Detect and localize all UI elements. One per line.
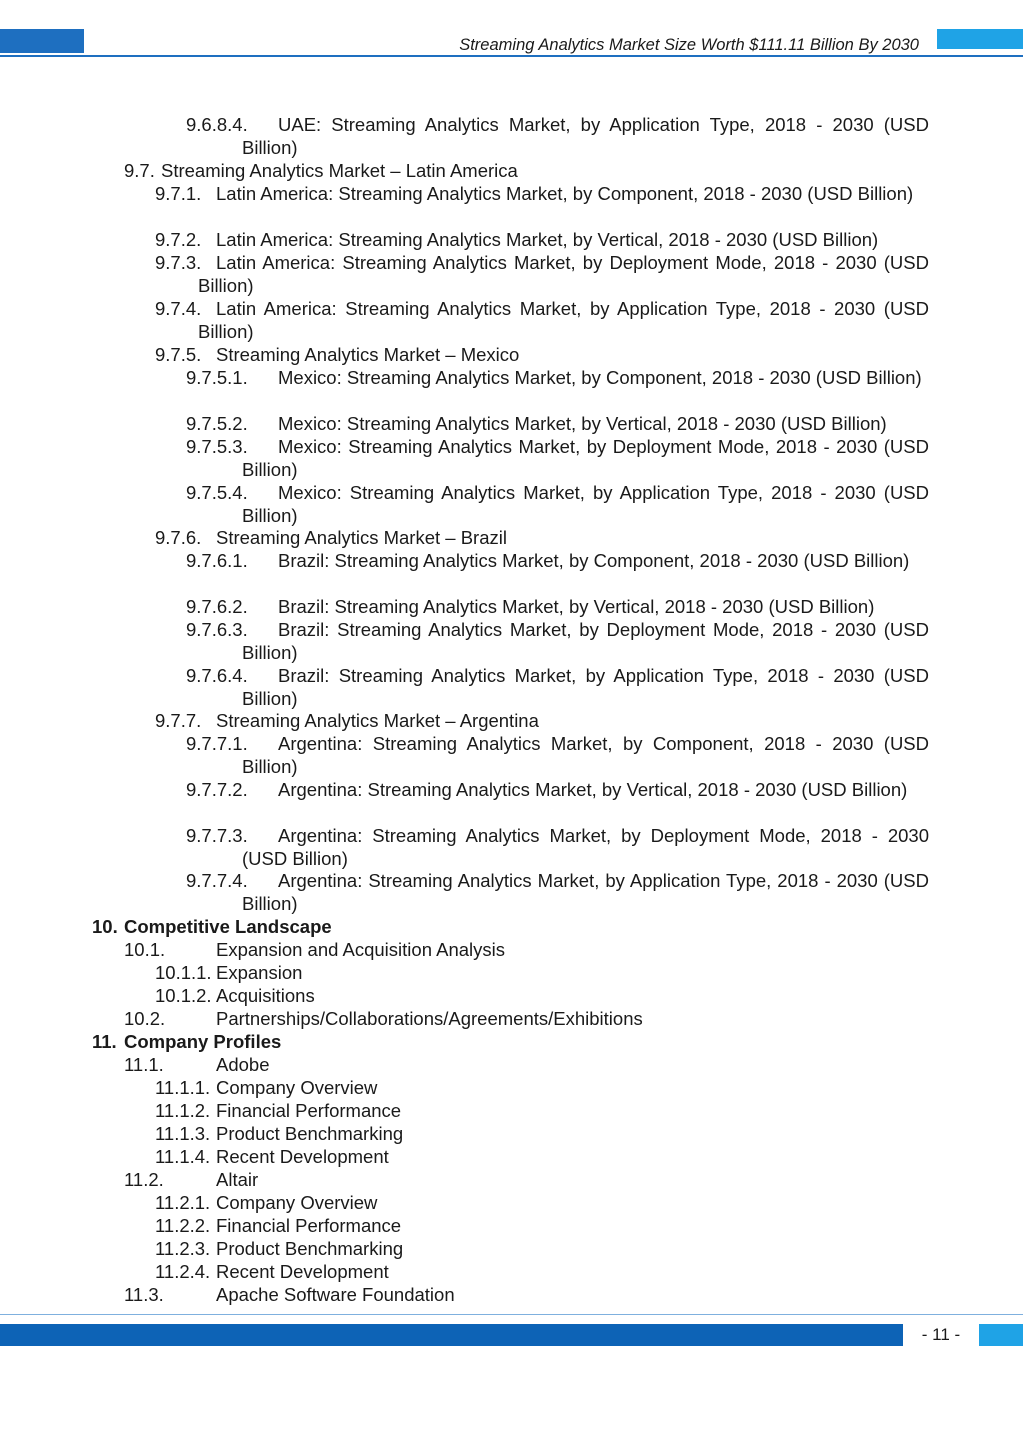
toc-entry xyxy=(124,1007,929,1030)
toc-entry-title: Mexico: Streaming Analytics Market, by Vertical, 2018 - 2030 (USD Billion) xyxy=(278,413,887,434)
toc-entry-number: 9.7.7.3. xyxy=(186,825,248,846)
toc-entry xyxy=(155,228,929,251)
toc-entry-title: Altair xyxy=(216,1169,259,1190)
toc-entry xyxy=(186,549,929,572)
toc-entry-title: Latin America: Streaming Analytics Market, by Vertical, 2018 - 2030 (USD Billion) xyxy=(216,229,879,250)
toc-entry-number: 9.7.6.4. xyxy=(186,665,248,686)
toc-entry-number: 9.7.2. xyxy=(155,229,202,250)
toc-entry-number: 9.7.5.4. xyxy=(186,482,248,503)
toc-entry xyxy=(155,526,929,549)
toc-entry-title: Brazil: Streaming Analytics Market, by Vertical, 2018 - 2030 (USD Billion) xyxy=(278,596,875,617)
toc-entry-number: 11.2.3. xyxy=(155,1238,211,1259)
toc-entry xyxy=(186,435,929,481)
toc-entry-number: 10.1. xyxy=(124,939,166,960)
toc-entry xyxy=(186,366,929,389)
toc-entry-number: 9.7.1. xyxy=(155,183,202,204)
page-number: - 11 - xyxy=(921,1325,961,1344)
toc-entry-number: 10.1.1. xyxy=(155,962,212,983)
header-rule xyxy=(0,55,1023,57)
toc-entry-number: 9.6.8.4. xyxy=(186,114,248,135)
toc-entry xyxy=(124,1168,929,1191)
running-header-title: Streaming Analytics Market Size Worth $111.11 Billion By 2030 xyxy=(459,36,919,54)
toc-entry-title: Expansion xyxy=(216,962,303,983)
toc-entry-number: 9.7.5.3. xyxy=(186,436,248,457)
toc-entry-number: 11.1.3. xyxy=(155,1123,211,1144)
toc-entry xyxy=(155,709,929,732)
toc-entry xyxy=(186,412,929,435)
toc-entry xyxy=(186,481,929,527)
toc-entry-title: Competitive Landscape xyxy=(124,916,332,937)
toc-entry-number: 9.7.7.2. xyxy=(186,779,248,800)
toc-entry xyxy=(124,159,929,182)
toc-entry-title: Product Benchmarking xyxy=(216,1123,404,1144)
toc-entry xyxy=(155,984,929,1007)
toc-entry xyxy=(155,251,929,297)
toc-entry-title: Brazil: Streaming Analytics Market, by Application Type, 2018 - 2030 (USD Billion) xyxy=(242,665,929,709)
toc-entry-title: Streaming Analytics Market – Mexico xyxy=(216,344,520,365)
toc-entry xyxy=(155,961,929,984)
toc-entry-title: Brazil: Streaming Analytics Market, by Component, 2018 - 2030 (USD Billion) xyxy=(278,550,910,571)
toc-entry-title: Mexico: Streaming Analytics Market, by Application Type, 2018 - 2030 (USD Billion) xyxy=(242,482,929,526)
toc-entry xyxy=(92,1030,929,1053)
toc-entry xyxy=(124,938,929,961)
toc-entry xyxy=(155,343,929,366)
toc-entry-number: 9.7.6.2. xyxy=(186,596,248,617)
toc-entry-number: 11.1.1. xyxy=(155,1077,211,1098)
toc-entry-title: Brazil: Streaming Analytics Market, by Deployment Mode, 2018 - 2030 (USD Billion) xyxy=(242,619,929,663)
toc-entry-number: 10.1.2. xyxy=(155,985,212,1006)
toc-entry-title: Financial Performance xyxy=(216,1215,402,1236)
toc-entry-title: Company Overview xyxy=(216,1192,378,1213)
toc-entry-title: Adobe xyxy=(216,1054,270,1075)
toc-entry xyxy=(155,1237,929,1260)
toc-entry-number: 9.7.7.1. xyxy=(186,733,248,754)
toc-entry-title: Financial Performance xyxy=(216,1100,402,1121)
toc-entry-number: 9.7.5.2. xyxy=(186,413,248,434)
toc-entry-number: 10. xyxy=(92,916,118,937)
toc-entry xyxy=(155,1099,929,1122)
toc-entry xyxy=(155,1122,929,1145)
toc-entry-title: Latin America: Streaming Analytics Market, by Deployment Mode, 2018 - 2030 (USD Billion) xyxy=(198,252,929,296)
toc-entry-number: 11.1.2. xyxy=(155,1100,211,1121)
toc-entry-number: 9.7.5. xyxy=(155,344,202,365)
toc-entry-title: Argentina: Streaming Analytics Market, by Deployment Mode, 2018 - 2030 (USD Billion) xyxy=(242,825,929,869)
toc-entry-title: Latin America: Streaming Analytics Market, by Application Type, 2018 - 2030 (USD Billion) xyxy=(198,298,929,342)
footer-accent-right xyxy=(979,1324,1023,1346)
toc-entry-title: Product Benchmarking xyxy=(216,1238,404,1259)
toc-entry-title: Company Profiles xyxy=(124,1031,282,1052)
toc-entry-number: 10.2. xyxy=(124,1008,166,1029)
toc-entry-number: 11. xyxy=(92,1031,117,1052)
toc-entry xyxy=(124,1053,929,1076)
toc-entry-title: Argentina: Streaming Analytics Market, by Vertical, 2018 - 2030 (USD Billion) xyxy=(278,779,908,800)
toc-entry-title: Recent Development xyxy=(216,1261,389,1282)
toc-entry-number: 9.7.7. xyxy=(155,710,202,731)
toc-entry-title: Apache Software Foundation xyxy=(216,1284,455,1305)
toc-entry-number: 9.7. xyxy=(124,160,155,181)
toc-entry-number: 9.7.6. xyxy=(155,527,202,548)
toc-entry-title: Company Overview xyxy=(216,1077,378,1098)
toc-entry-title: Streaming Analytics Market – Argentina xyxy=(216,710,539,731)
header-accent-right xyxy=(937,29,1023,49)
toc-entry-title: Streaming Analytics Market – Brazil xyxy=(216,527,507,548)
toc-entry-number: 11.2.2. xyxy=(155,1215,211,1236)
toc-entry-number: 9.7.6.1. xyxy=(186,550,248,571)
toc-entry-title: Mexico: Streaming Analytics Market, by Deployment Mode, 2018 - 2030 (USD Billion) xyxy=(242,436,929,480)
toc-entry xyxy=(186,732,929,778)
toc-entry-number: 9.7.7.4. xyxy=(186,870,248,891)
toc-entry-number: 11.1. xyxy=(124,1054,164,1075)
toc-entry xyxy=(92,915,929,938)
toc-entry-number: 9.7.3. xyxy=(155,252,202,273)
toc-entry xyxy=(155,1260,929,1283)
toc-entry xyxy=(186,664,929,710)
toc-entry xyxy=(155,1145,929,1168)
toc-entry xyxy=(186,869,929,915)
toc-entry xyxy=(155,182,929,205)
toc-entry-number: 11.2.1. xyxy=(155,1192,211,1213)
toc-entry-title: Mexico: Streaming Analytics Market, by Component, 2018 - 2030 (USD Billion) xyxy=(278,367,922,388)
footer-rule xyxy=(0,1314,1023,1315)
toc-entry xyxy=(155,1214,929,1237)
toc-entry-title: Streaming Analytics Market – Latin America xyxy=(161,160,518,181)
toc-entry xyxy=(155,1191,929,1214)
toc-entry-title: Argentina: Streaming Analytics Market, by Component, 2018 - 2030 (USD Billion) xyxy=(242,733,929,777)
toc-entry xyxy=(186,618,929,664)
toc-entry-number: 11.3. xyxy=(124,1284,164,1305)
toc-entry-number: 11.2.4. xyxy=(155,1261,211,1282)
toc-entry-title: UAE: Streaming Analytics Market, by Application Type, 2018 - 2030 (USD Billion) xyxy=(242,114,929,158)
toc-entry xyxy=(155,297,929,343)
toc-entry-title: Argentina: Streaming Analytics Market, by Application Type, 2018 - 2030 (USD Billion) xyxy=(242,870,929,914)
toc-entry xyxy=(186,824,929,870)
toc-entry-title: Acquisitions xyxy=(216,985,315,1006)
toc-entry-title: Partnerships/Collaborations/Agreements/Exhibitions xyxy=(216,1008,643,1029)
toc-entry xyxy=(186,595,929,618)
toc-entry-title: Recent Development xyxy=(216,1146,389,1167)
toc-entry xyxy=(186,778,929,801)
toc-entry xyxy=(124,1283,929,1306)
toc-entry-number: 9.7.5.1. xyxy=(186,367,248,388)
footer-bar xyxy=(0,1324,903,1346)
toc-entry-number: 11.2. xyxy=(124,1169,164,1190)
toc-entry-number: 9.7.4. xyxy=(155,298,202,319)
toc-entry xyxy=(155,1076,929,1099)
toc-entry-title: Expansion and Acquisition Analysis xyxy=(216,939,505,960)
header-accent-left xyxy=(0,29,84,53)
toc-entry-title: Latin America: Streaming Analytics Market, by Component, 2018 - 2030 (USD Billion) xyxy=(216,183,914,204)
toc-entry-number: 9.7.6.3. xyxy=(186,619,248,640)
toc-entry xyxy=(186,113,929,159)
toc-entry-number: 11.1.4. xyxy=(155,1146,211,1167)
